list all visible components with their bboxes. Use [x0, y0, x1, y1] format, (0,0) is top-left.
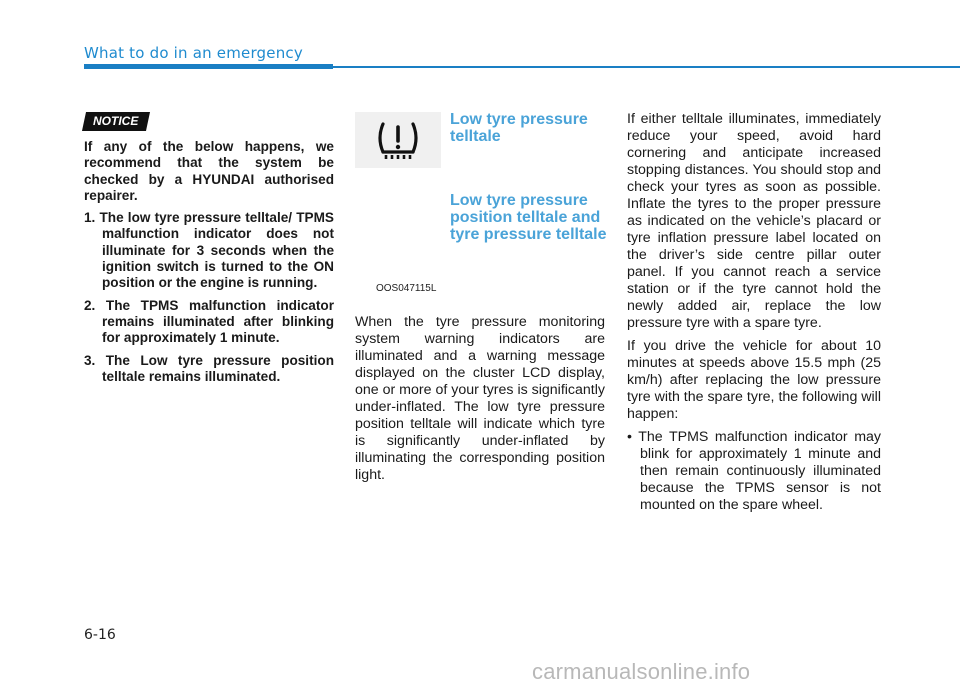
- header-rule: [333, 66, 960, 68]
- notice-badge: [82, 112, 150, 131]
- section-title: What to do in an emergency: [84, 44, 303, 62]
- tyre-pressure-warning-icon: [373, 118, 423, 162]
- notice-item-2: 2. The TPMS malfunction indicator remains illuminated after blinking for approximately 1 minute.: [84, 297, 334, 346]
- instructions-paragraph-2: If you drive the vehicle for about 10 minutes at speeds above 15.5 mph (25 km/h) after replacing the low pressure tyre with the spare tyre, the following will happen:: [627, 338, 881, 422]
- telltale-description: When the tyre pressure monitoring system warning indicators are illuminated and a warning message displayed on the cluster LCD display, one or more of your tyres is significantly under-inflated. The low tyre pressure position telltale will indicate which tyre is significantly under-inflated by illuminating the corresponding position light.: [355, 314, 605, 483]
- page-number: 6-16: [84, 627, 116, 643]
- instructions-bullet: • The TPMS malfunction indicator may blink for approximately 1 minute and then remain continuously illuminated because the TPMS sensor is not mounted on the spare wheel.: [627, 429, 881, 513]
- telltale-icon-frame: [355, 112, 441, 168]
- watermark: carmanualsonline.info: [532, 659, 751, 684]
- instructions-section: [627, 111, 881, 520]
- instructions-paragraph-1: If either telltale illuminates, immediately reduce your speed, avoid hard cornering and anticipate increased stopping distances. You should stop and check your tyres as soon as possible. Inflate the tyres to the proper pressure as indicated on the vehicle’s placard or tyre inflation pressure label located on the driver’s side centre pillar outer panel. If you cannot reach a service station or if the tyre cannot hold the newly added air, replace the low pressure tyre with a spare tyre.: [627, 111, 881, 331]
- notice-item-1: 1. The low tyre pressure telltale/ TPMS malfunction indicator does not illuminate for 3 seconds when the ignition switch is turned to the ON position or the engine is running.: [84, 210, 334, 291]
- position-telltale-heading: Low tyre pressure position telltale and tyre pressure telltale: [450, 192, 607, 243]
- notice-label: NOTICE: [93, 114, 139, 128]
- notice-intro: If any of the below happens, we recommend that the system be checked by a HYUNDAI authorised repairer.: [84, 139, 334, 203]
- low-tyre-pressure-telltale-heading: Low tyre pressure telltale: [450, 111, 588, 145]
- notice-section: [84, 139, 334, 391]
- notice-list: [84, 210, 334, 385]
- notice-item-3: 3. The Low tyre pressure position telltale remains illuminated.: [84, 352, 334, 384]
- header-bar: [84, 64, 333, 69]
- image-code: OOS047115L: [376, 283, 437, 294]
